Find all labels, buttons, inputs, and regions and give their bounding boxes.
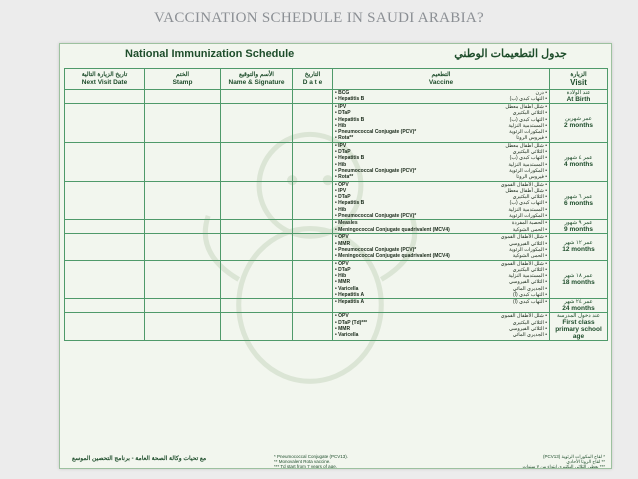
table-row xyxy=(65,90,608,104)
vaccine-name-ar: • التهاب كبدي (أ) xyxy=(512,299,547,306)
vaccine-cell xyxy=(333,260,550,299)
vaccine-name-en: • Varicella xyxy=(335,332,359,339)
footnote-en: * Pneumococcal Conjugate (PCV13). xyxy=(274,454,349,459)
vaccine-name-en: • OPV xyxy=(335,260,349,267)
visit-label-en: 4 months xyxy=(564,161,593,169)
visit-label-en: 2 months xyxy=(564,122,593,130)
vaccine-name-en: • DTaP xyxy=(335,149,351,156)
date-cell xyxy=(293,313,333,341)
date-cell xyxy=(293,234,333,260)
vaccine-name-ar: • الثلاثي البكتيري xyxy=(512,149,547,156)
vaccine-name-ar: • درن xyxy=(535,90,547,96)
vaccine-name-ar: • المستدمية النزلية xyxy=(508,273,547,280)
visit-label-ar: عمر ١٢ شهر xyxy=(564,240,593,247)
date-cell xyxy=(293,260,333,299)
table-row xyxy=(65,220,608,234)
vaccine-name-en: • Meningococcal Conjugate quadrivalent (MCV4) xyxy=(335,253,450,260)
vaccine-name-en: • Rota** xyxy=(335,174,354,181)
visit-label-en: At Birth xyxy=(566,96,591,103)
visit-cell xyxy=(550,181,608,220)
visit-label-en: 6 months xyxy=(564,199,593,207)
name-signature-cell xyxy=(221,181,293,220)
vaccine-name-en: • BCG xyxy=(335,90,350,96)
vaccine-name-en: • MMR xyxy=(335,325,351,332)
vaccine-name-ar: • المكورات الرئوية xyxy=(509,246,547,253)
vaccine-name-en: • MMR xyxy=(335,240,351,247)
col-visit: الزيارة Visit xyxy=(550,69,608,90)
vaccine-name-en: • Pneumococcal Conjugate (PCV)* xyxy=(335,246,417,253)
vaccine-name-en: • DTaP xyxy=(335,266,351,273)
next-visit-cell xyxy=(65,181,145,220)
vaccine-name-ar: • شلل الأطفال الفموي xyxy=(500,234,547,241)
vaccine-name-ar: • الحصبة المفردة xyxy=(511,220,547,227)
vaccine-name-ar: • الثلاثي الفيروسي xyxy=(509,279,547,286)
slide-title: VACCINATION SCHEDULE IN SAUDI ARABIA? xyxy=(154,10,484,26)
vaccine-name-ar: • الجديري المائي xyxy=(512,285,547,292)
visit-label-ar: عمر ٦ شهور xyxy=(564,193,593,200)
visit-cell xyxy=(550,313,608,341)
vaccine-name-en: • Pneumococcal Conjugate (PCV)* xyxy=(335,167,417,174)
vaccine-name-en: • Hib xyxy=(335,206,347,213)
date-cell xyxy=(293,142,333,181)
col-date: التاريخ D a t e xyxy=(293,69,333,90)
name-signature-cell xyxy=(221,104,293,143)
visit-cell xyxy=(550,142,608,181)
vaccine-cell xyxy=(333,234,550,260)
footnote-ar: *** يعطى الثلاثي البكتيري ابتداء من ٧ سنوات xyxy=(522,464,605,469)
sponsor-text: مع تحيات وكالة الصحة العامة - برنامج التحصين الموسع xyxy=(72,456,207,462)
vaccine-item xyxy=(333,292,549,298)
visit-label-ar: عمر شهرين xyxy=(565,116,592,123)
vaccine-name-ar: • الجديري المائي xyxy=(512,332,547,339)
stamp-cell xyxy=(145,142,221,181)
schedule-table xyxy=(64,68,608,341)
stamp-cell xyxy=(145,299,221,313)
vaccine-name-ar: • المكورات الرئوية xyxy=(509,213,547,220)
vaccine-cell xyxy=(333,313,550,341)
vaccine-item xyxy=(333,213,549,219)
vaccine-cell xyxy=(333,181,550,220)
vaccine-name-ar: • المكورات الرئوية xyxy=(509,167,547,174)
vaccine-name-ar: • المستدمية النزلية xyxy=(508,206,547,213)
stamp-cell xyxy=(145,234,221,260)
visit-label-ar: عمر ١٨ شهر xyxy=(564,272,593,279)
name-signature-cell xyxy=(221,313,293,341)
vaccine-name-en: • Hib xyxy=(335,122,347,129)
vaccine-name-ar: • الحمى الشوكية xyxy=(512,253,547,260)
vaccine-cell xyxy=(333,299,550,313)
card-title-ar: جدول التطعيمات الوطني xyxy=(454,48,567,60)
vaccine-name-en: • Rota** xyxy=(335,135,354,142)
card-title-en: National Immunization Schedule xyxy=(125,48,295,60)
footnote-ar: * لقاح المكورات الرئوية (PCV13) xyxy=(543,454,605,459)
vaccine-name-ar: • التهاب كبدي (ب) xyxy=(509,96,547,103)
vaccine-name-ar: • فيروس الروتا xyxy=(516,174,547,181)
vaccine-name-ar: • الثلاثي البكتيري xyxy=(512,110,547,117)
vaccine-item xyxy=(333,299,549,305)
name-signature-cell xyxy=(221,90,293,104)
vaccine-cell xyxy=(333,142,550,181)
vaccine-name-en: • Pneumococcal Conjugate (PCV)* xyxy=(335,129,417,136)
vaccine-item xyxy=(333,96,549,102)
vaccine-cell xyxy=(333,104,550,143)
stamp-cell xyxy=(145,181,221,220)
visit-label-en: 18 months xyxy=(562,278,595,286)
visit-label-en: 9 months xyxy=(564,226,593,234)
visit-cell xyxy=(550,90,608,104)
footnotes-en xyxy=(274,454,348,469)
vaccine-name-en: • Hepatitis A xyxy=(335,299,365,306)
next-visit-cell xyxy=(65,104,145,143)
vaccine-name-ar: • الثلاثي البكتيري xyxy=(512,194,547,201)
vaccine-name-ar: • الثلاثي الفيروسي xyxy=(509,325,547,332)
visit-label-ar: عند الولادة xyxy=(566,90,591,96)
card-footer xyxy=(64,453,607,467)
col-next-visit: تاريخ الزيارة التالية Next Visit Date xyxy=(65,69,145,90)
immunization-card xyxy=(59,43,612,469)
date-cell xyxy=(293,299,333,313)
name-signature-cell xyxy=(221,260,293,299)
col-vaccine: التطعيم Vaccine xyxy=(333,69,550,90)
vaccine-name-ar: • شلل أطفال معطل xyxy=(505,187,547,194)
table-row xyxy=(65,260,608,299)
vaccine-name-ar: • التهاب كبدي (ب) xyxy=(509,200,547,207)
table-row xyxy=(65,142,608,181)
table-row xyxy=(65,313,608,341)
footnote-en: *** Td start from 7 years of age. xyxy=(274,464,337,469)
vaccine-name-en: • Hepatitis B xyxy=(335,155,365,162)
vaccine-name-ar: • التهاب كبدي (ب) xyxy=(509,116,547,123)
next-visit-cell xyxy=(65,234,145,260)
vaccine-name-en: • DTaP xyxy=(335,110,351,117)
next-visit-cell xyxy=(65,299,145,313)
vaccine-name-en: • DTaP (Td)*** xyxy=(335,319,368,326)
table-row xyxy=(65,104,608,143)
vaccine-item xyxy=(333,227,549,233)
next-visit-cell xyxy=(65,220,145,234)
name-signature-cell xyxy=(221,220,293,234)
card-header xyxy=(60,44,611,68)
vaccine-name-en: • IPV xyxy=(335,104,347,110)
name-signature-cell xyxy=(221,299,293,313)
vaccine-name-en: • Hepatitis B xyxy=(335,96,365,103)
vaccine-cell xyxy=(333,220,550,234)
visit-label-en: 12 months xyxy=(562,246,595,254)
footnote-ar: ** لقاح الروتا الأحادي xyxy=(566,459,605,464)
visit-cell xyxy=(550,299,608,313)
table-row xyxy=(65,234,608,260)
vaccine-name-ar: • فيروس الروتا xyxy=(516,135,547,142)
vaccine-name-en: • Measles xyxy=(335,220,358,227)
footnote-en: ** Monovalent Rota vaccine. xyxy=(274,459,331,464)
next-visit-cell xyxy=(65,260,145,299)
visit-label-ar: عند دخول المدرسة xyxy=(556,313,601,320)
date-cell xyxy=(293,181,333,220)
vaccine-name-ar: • التهاب كبدي (ب) xyxy=(509,155,547,162)
vaccine-name-en: • Pneumococcal Conjugate (PCV)* xyxy=(335,213,417,220)
name-signature-cell xyxy=(221,142,293,181)
stamp-cell xyxy=(145,90,221,104)
table-header-row xyxy=(65,69,608,90)
stamp-cell xyxy=(145,313,221,341)
date-cell xyxy=(293,90,333,104)
next-visit-cell xyxy=(65,142,145,181)
vaccine-name-ar: • شلل الأطفال الفموي xyxy=(500,260,547,267)
vaccine-name-ar: • الحمى الشوكية xyxy=(512,226,547,233)
vaccine-name-en: • Hib xyxy=(335,161,347,168)
visit-label-ar: عمر ٩ شهور xyxy=(564,220,593,227)
stamp-cell xyxy=(145,104,221,143)
vaccine-name-ar: • المستدمية النزلية xyxy=(508,122,547,129)
visit-cell xyxy=(550,104,608,143)
vaccine-item xyxy=(333,174,549,180)
vaccine-cell xyxy=(333,90,550,104)
vaccine-name-en: • IPV xyxy=(335,187,347,194)
col-name-signature: الأسم والتوقيع Name & Signature xyxy=(221,69,293,90)
vaccine-name-en: • DTaP xyxy=(335,194,351,201)
vaccine-name-ar: • شلل الأطفال الفموي xyxy=(500,313,547,320)
date-cell xyxy=(293,220,333,234)
name-signature-cell xyxy=(221,234,293,260)
vaccine-name-ar: • الثلاثي البكتيري xyxy=(512,266,547,273)
vaccine-name-ar: • الثلاثي الفيروسي xyxy=(509,240,547,247)
vaccine-name-en: • Hepatitis B xyxy=(335,116,365,123)
col-stamp: الختم Stamp xyxy=(145,69,221,90)
visit-label-ar: عمر ٤ شهور xyxy=(564,155,593,162)
visit-cell xyxy=(550,234,608,260)
vaccine-item xyxy=(333,135,549,141)
vaccine-name-en: • Hepatitis B xyxy=(335,200,365,207)
visit-label-en: 24 months xyxy=(562,305,595,313)
visit-label-ar: عمر ٢٤ شهر xyxy=(564,299,593,306)
vaccine-name-ar: • الثلاثي البكتيري xyxy=(512,319,547,326)
vaccine-name-en: • OPV xyxy=(335,313,349,320)
next-visit-cell xyxy=(65,313,145,341)
footnotes-ar xyxy=(522,454,605,469)
vaccine-name-en: • Varicella xyxy=(335,285,359,292)
visit-cell xyxy=(550,260,608,299)
vaccine-item xyxy=(333,332,549,338)
vaccine-name-en: • Hib xyxy=(335,273,347,280)
visit-cell xyxy=(550,220,608,234)
vaccine-name-en: • IPV xyxy=(335,142,347,149)
vaccine-name-ar: • شلل أطفال معطل xyxy=(505,104,547,110)
stamp-cell xyxy=(145,220,221,234)
vaccine-name-ar: • شلل الأطفال الفموي xyxy=(500,181,547,188)
vaccine-name-en: • OPV xyxy=(335,181,349,188)
stamp-cell xyxy=(145,260,221,299)
table-row xyxy=(65,181,608,220)
vaccine-name-ar: • المكورات الرئوية xyxy=(509,129,547,136)
vaccine-name-en: • MMR xyxy=(335,279,351,286)
table-row xyxy=(65,299,608,313)
vaccine-name-ar: • شلل أطفال معطل xyxy=(505,142,547,149)
visit-label-en: First class primary school age xyxy=(555,319,602,341)
vaccine-name-en: • OPV xyxy=(335,234,349,241)
next-visit-cell xyxy=(65,90,145,104)
vaccine-item xyxy=(333,253,549,259)
vaccine-name-en: • Hepatitis A xyxy=(335,292,365,299)
vaccine-name-en: • Meningococcal Conjugate quadrivalent (MCV4) xyxy=(335,226,450,233)
vaccine-name-ar: • المستدمية النزلية xyxy=(508,161,547,168)
vaccine-name-ar: • التهاب كبدي (أ) xyxy=(512,292,547,299)
date-cell xyxy=(293,104,333,143)
